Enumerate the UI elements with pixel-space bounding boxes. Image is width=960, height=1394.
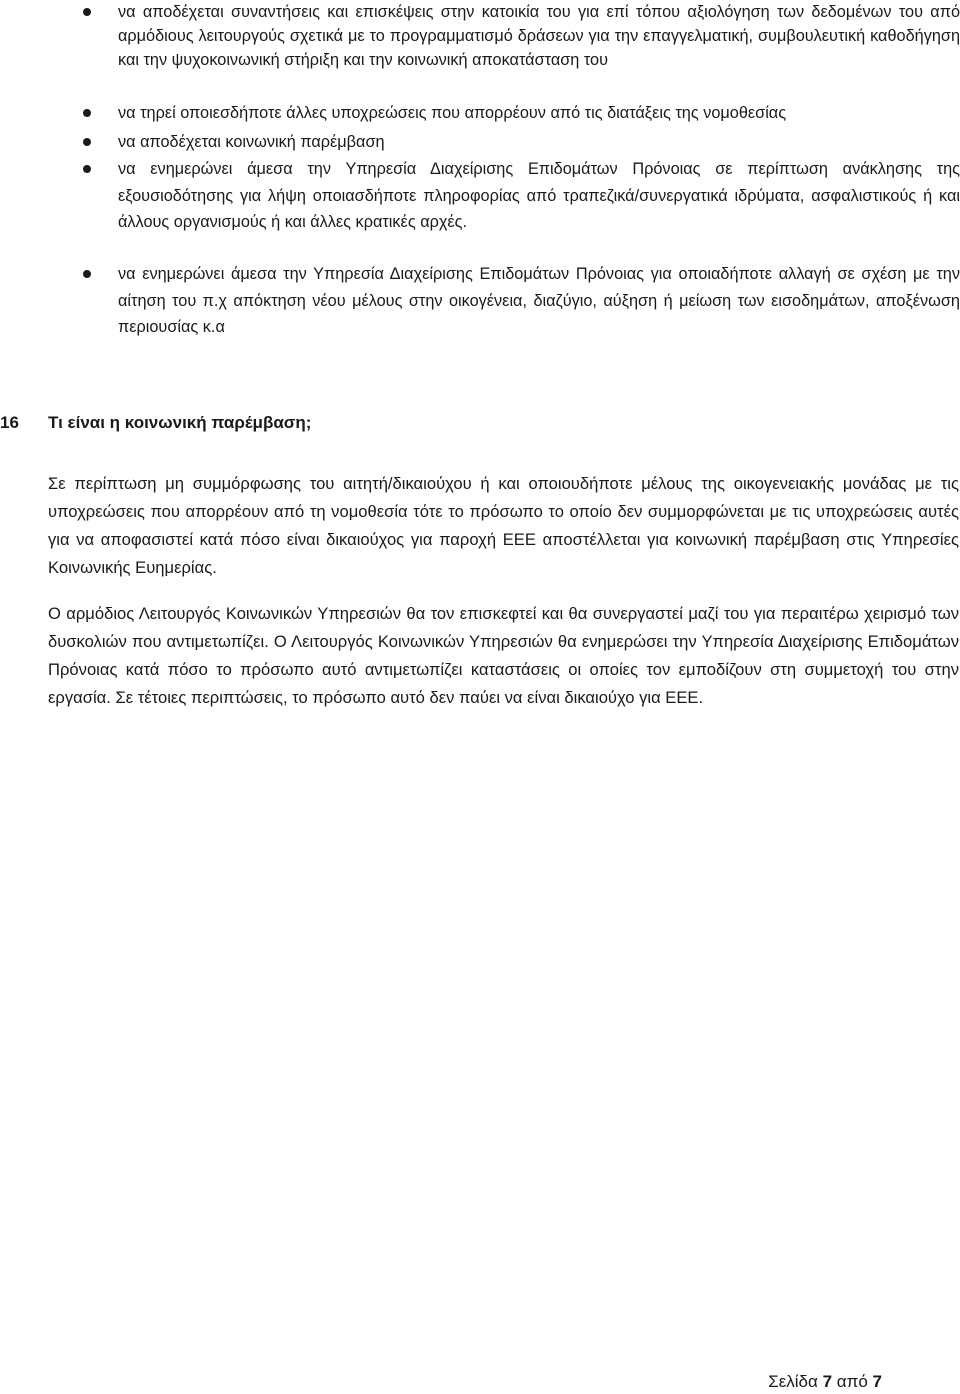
of-word: από (836, 1372, 868, 1391)
bullet-icon (83, 270, 91, 278)
page-word: Σελίδα (768, 1372, 818, 1391)
list-item (0, 0, 960, 72)
list-item-text: να αποδέχεται κοινωνική παρέμβαση (118, 133, 385, 151)
list-item-text: να ενημερώνει άμεσα την Υπηρεσία Διαχείρισης Επιδομάτων Πρόνοιας για οποιαδήποτε αλλαγή σε σχέση με την αίτηση του π.χ απόκτηση νέου μέλους στην οικογένεια, διαζύγιο, αύξηση ή μείωση των εισοδημάτων, αποξένωση περιουσίας κ.α (118, 265, 960, 336)
bullet-icon (83, 8, 91, 16)
page-current: 7 (822, 1372, 833, 1391)
list-item (0, 130, 960, 154)
section-heading (0, 408, 960, 438)
bullet-icon (83, 109, 91, 117)
list-item (0, 101, 960, 125)
page-total: 7 (872, 1372, 882, 1391)
list-item-text: να ενημερώνει άμεσα την Υπηρεσία Διαχείρισης Επιδομάτων Πρόνοιας σε περίπτωση ανάκλησης της εξουσιοδότησης για λήψη οποιασδήποτε πληροφορίας από τραπεζικά/συνεργατικά ιδρύματα, ασφαλιστικούς ή και άλλους οργανισμούς ή και άλλες κρατικές αρχές. (118, 160, 960, 231)
section-number: 16 (0, 413, 19, 432)
section-title: Τι είναι η κοινωνική παρέμβαση; (48, 413, 312, 432)
bullet-icon (83, 138, 91, 146)
list-item (0, 156, 960, 236)
body-paragraph: Ο αρμόδιος Λειτουργός Κοινωνικών Υπηρεσιών θα τον επισκεφτεί και θα συνεργαστεί μαζί του για περαιτέρω χειρισμό των δυσκολιών που αντιμετωπίζει. Ο Λειτουργός Κοινωνικών Υπηρεσιών θα ενημερώσει την Υπηρεσία Διαχείρισης Επιδομάτων Πρόνοιας κατά πόσο το πρόσωπο αυτό αντιμετωπίζει καταστάσεις οι οποίες τον εμποδίζουν στη συμμετοχή του στην εργασία. Σε τέτοιες περιπτώσεις, το πρόσωπο αυτό δεν παύει να είναι δικαιούχο για ΕΕΕ. (48, 604, 959, 707)
list-item-text: να τηρεί οποιεσδήποτε άλλες υποχρεώσεις που απορρέουν από τις διατάξεις της νομοθεσίας (118, 104, 787, 122)
list-item (0, 261, 960, 341)
body-paragraph: Σε περίπτωση μη συμμόρφωσης του αιτητή/δικαιούχου ή και οποιουδήποτε μέλους της οικογενειακής μονάδας με τις υποχρεώσεις που απορρέουν από τη νομοθεσία τότε το πρόσωπο το οποίο δεν συμμορφώνεται με τις υποχρεώσεις αυτές για να αποφασιστεί κατά πόσο είναι δικαιούχος για παροχή ΕΕΕ αποστέλλεται για κοινωνική παρέμβαση στις Υπηρεσίες Κοινωνικής Ευημερίας. (48, 474, 959, 577)
page-footer (768, 1370, 882, 1394)
list-item-text: να αποδέχεται συναντήσεις και επισκέψεις στην κατοικία του για επί τόπου αξιολόγηση των δεδομένων του από αρμόδιους λειτουργούς σχετικά με το προγραμματισμό δράσεων για την επαγγελματική, συμβουλευτική καθοδήγηση και την ψυχοκοινωνική στήριξη και την κοινωνική αποκατάσταση του (118, 3, 960, 69)
bullet-icon (83, 165, 91, 173)
